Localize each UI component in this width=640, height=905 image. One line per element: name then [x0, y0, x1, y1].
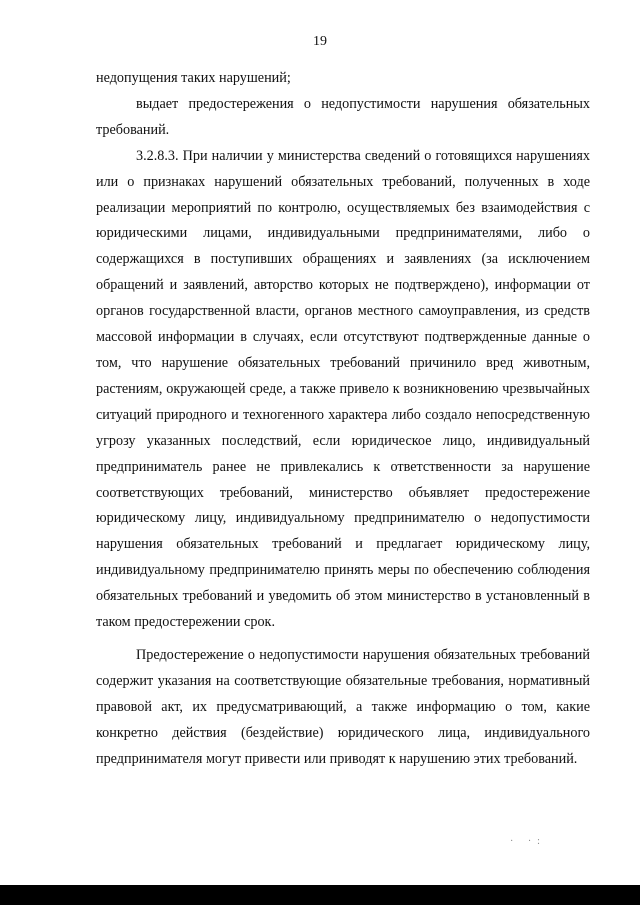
scan-bottom-edge — [0, 885, 640, 905]
scan-artifact-mark: · ·: — [510, 836, 546, 847]
paragraph-3: 3.2.8.3. При наличии у министерства сведений о готовящихся нарушениях или о признаках нарушений обязательных требований, полученных в ходе реализации мероприятий по контролю, осуществляемых без взаимодействия с юридическими лицами, индивидуальными предпринимателями, либо о содержащихся в поступивших обращениях и заявлениях (за исключением обращений и заявлений, авторство которых не подтверждено), информации от органов государственной власти, органов местного самоуправления, из средств массовой информации в случаях, если отсутствуют подтвержденные данные о том, что нарушение обязательных требований причинило вред животным, растениям, окружающей среде, а также привело к возникновению чрезвычайных ситуаций природного и техногенного характера либо создало непосредственную угрозу указанных последствий, если юридическое лицо, индивидуальный предприниматель ранее не привлекались к ответственности за нарушение соответствующих требований, министерство объявляет предостережение юридическому лицу, индивидуальному предпринимателю о недопустимости нарушения обязательных требований и предлагает юридическому лицу, индивидуальному предпринимателю принять меры по обеспечению соблюдения обязательных требований и уведомить об этом министерство в установленный в таком предостережении срок. — [96, 147, 590, 631]
paragraph-1: недопущения таких нарушений; — [96, 70, 291, 86]
paragraph-2: выдает предостережения о недопустимости нарушения обязательных требований. — [96, 95, 590, 138]
paragraph-4: Предостережение о недопустимости нарушения обязательных требований содержит указания на соответствующие обязательные требования, нормативный правовой акт, их предусматривающий, а также информацию о том, какие конкретно действия (бездействие) юридического лица, индивидуального предпринимателя могут привести или приводят к нарушению этих требований. — [96, 646, 590, 767]
page-number: 19 — [313, 34, 327, 49]
document-body — [96, 66, 590, 772]
